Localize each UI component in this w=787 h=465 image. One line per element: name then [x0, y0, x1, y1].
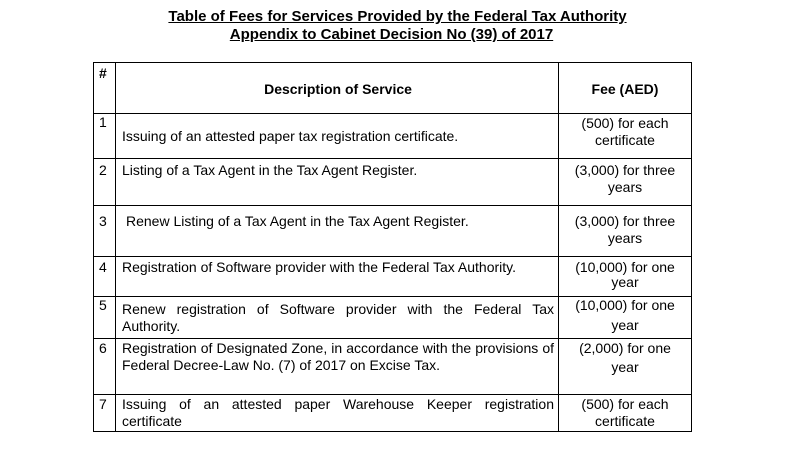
row-description	[116, 114, 559, 159]
header-number: #	[94, 63, 116, 114]
header-fee: Fee (AED)	[559, 63, 692, 114]
row-number	[94, 206, 116, 257]
fee-line: (500) for each	[581, 115, 669, 131]
row-fee	[559, 339, 692, 395]
fee-line: (500) for each	[581, 396, 669, 412]
fee-line: (10,000) for one	[575, 259, 675, 275]
row-number	[94, 339, 116, 395]
row-number	[94, 257, 116, 297]
row-description	[116, 206, 559, 257]
fee-line: years	[607, 179, 643, 195]
header-description: Description of Service	[116, 63, 559, 114]
row-number: 1	[94, 114, 116, 159]
row-description	[116, 159, 559, 206]
row-description-text: Renew registration of Software provider with the Federal Tax Authority.	[122, 301, 554, 334]
fee-line: certificate	[595, 413, 655, 429]
row-number-text: 6	[99, 340, 107, 356]
row-description	[116, 257, 559, 297]
row-fee	[559, 297, 692, 339]
row-number-text: 3	[99, 213, 107, 229]
table-row	[94, 159, 692, 206]
fee-line: years	[607, 230, 643, 246]
document-title: Table of Fees for Services Provided by the Federal Tax Authority	[168, 8, 627, 25]
row-number-text: 4	[99, 259, 107, 275]
fees-table	[93, 62, 692, 432]
row-fee	[559, 114, 692, 159]
row-number	[94, 159, 116, 206]
row-fee	[559, 159, 692, 206]
table-row	[94, 257, 692, 297]
row-description-text: Issuing of an attested paper tax registration certificate.	[122, 128, 459, 144]
row-number-text: 7	[99, 396, 107, 412]
document-subtitle: Appendix to Cabinet Decision No (39) of 2017	[229, 26, 554, 43]
row-description-text: Registration of Designated Zone, in accordance with the provisions of Federal Decree-Law No. (7) of 2017 on Excise Tax.	[122, 340, 554, 373]
row-description-text: Renew Listing of a Tax Agent in the Tax Agent Register.	[126, 213, 469, 229]
fee-line: year	[611, 359, 639, 375]
table-row	[94, 297, 692, 339]
table-header-row	[94, 63, 692, 114]
row-description-text: Registration of Software provider with the Federal Tax Authority.	[122, 259, 517, 275]
row-fee	[559, 395, 692, 432]
table-row	[94, 206, 692, 257]
row-description	[116, 395, 559, 432]
fee-line: (3,000) for three	[574, 213, 676, 229]
row-number-text: 2	[99, 162, 107, 178]
fee-line: year	[611, 317, 639, 333]
row-fee	[559, 257, 692, 297]
fee-line: (3,000) for three	[574, 162, 676, 178]
fee-line: certificate	[595, 132, 655, 148]
table-row	[94, 114, 692, 159]
fee-line: year	[611, 274, 639, 290]
row-number: 5	[94, 297, 116, 339]
row-description-text: Listing of a Tax Agent in the Tax Agent Register.	[122, 162, 418, 178]
table-row	[94, 339, 692, 395]
row-description	[116, 297, 559, 339]
row-description-text: Issuing of an attested paper Warehouse Keeper registration certificate	[122, 396, 554, 429]
row-description	[116, 339, 559, 395]
fee-line: (2,000) for one	[579, 340, 671, 356]
row-number	[94, 395, 116, 432]
table-row	[94, 395, 692, 432]
fee-line: (10,000) for one	[575, 297, 675, 313]
row-fee	[559, 206, 692, 257]
